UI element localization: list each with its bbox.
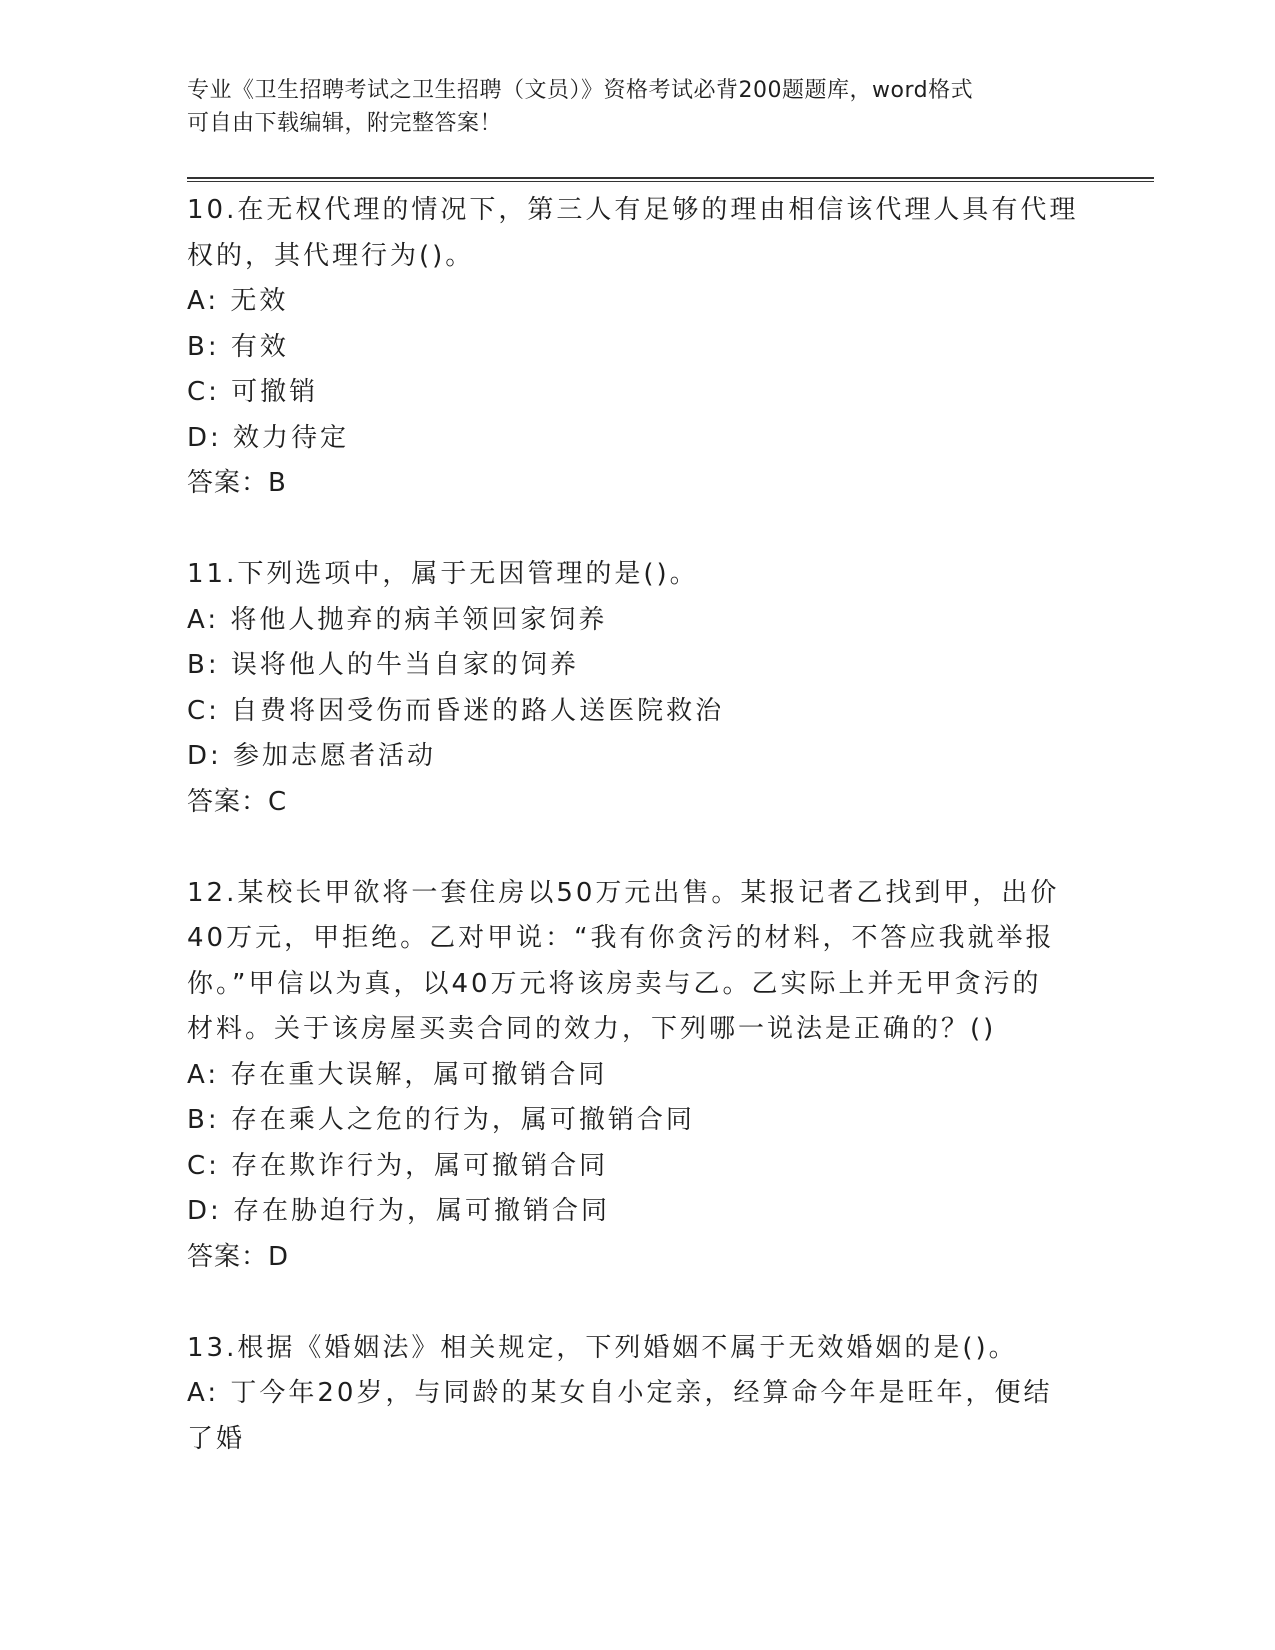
question-spacer <box>187 1280 1087 1326</box>
question-stem-line: 11.下列选项中，属于无因管理的是()。 <box>187 559 699 589</box>
header-line-2: 可自由下载编辑，附完整答案！ <box>187 111 503 136</box>
question-stem-line: 材料。关于该房屋买卖合同的效力，下列哪一说法是正确的？() <box>187 1014 997 1044</box>
document-header <box>187 74 1087 140</box>
question-stem-line: 10.在无权代理的情况下，第三人有足够的理由相信该代理人具有代理 <box>187 195 1079 225</box>
option-d: D: 存在胁迫行为，属可撤销合同 <box>187 1196 611 1226</box>
option-a: A: 无效 <box>187 286 289 316</box>
option-b: B: 有效 <box>187 331 289 362</box>
question-spacer <box>187 507 1087 553</box>
option-c: C: 存在欺诈行为，属可撤销合同 <box>187 1150 609 1181</box>
question-11 <box>187 552 1087 825</box>
option-a: A: 将他人抛弃的病羊领回家饲养 <box>187 604 608 635</box>
option-a: A: 存在重大误解，属可撤销合同 <box>187 1059 608 1090</box>
option-a-continuation: 了婚 <box>187 1423 246 1454</box>
question-stem-line: 13.根据《婚姻法》相关规定，下列婚姻不属于无效婚姻的是()。 <box>187 1332 1018 1363</box>
question-stem-line: 权的，其代理行为()。 <box>187 240 475 271</box>
answer: 答案：D <box>187 1241 290 1272</box>
option-d: D: 效力待定 <box>187 422 350 453</box>
question-stem-line: 12.某校长甲欲将一套住房以50万元出售。某报记者乙找到甲，出价 <box>187 877 1060 908</box>
answer: 答案：B <box>187 468 287 498</box>
option-b: B: 误将他人的牛当自家的饲养 <box>187 650 579 680</box>
answer: 答案：C <box>187 786 288 817</box>
question-10 <box>187 188 1087 507</box>
option-d: D: 参加志愿者活动 <box>187 741 437 771</box>
option-b: B: 存在乘人之危的行为，属可撤销合同 <box>187 1105 695 1135</box>
option-a: A: 丁今年20岁，与同龄的某女自小定亲，经算命今年是旺年，便结 <box>187 1378 1053 1408</box>
question-stem-line: 你。”甲信以为真，以40万元将该房卖与乙。乙实际上并无甲贪污的 <box>187 968 1042 999</box>
header-divider <box>187 177 1154 182</box>
question-stem-line: 40万元，甲拒绝。乙对甲说：“我有你贪污的材料，不答应我就举报 <box>187 923 1055 953</box>
header-line-1: 专业《卫生招聘考试之卫生招聘（文员）》资格考试必背200题题库，word格式 <box>187 78 974 103</box>
question-spacer <box>187 825 1087 871</box>
question-list <box>187 188 1087 1462</box>
option-c: C: 自费将因受伤而昏迷的路人送医院救治 <box>187 695 725 726</box>
option-c: C: 可撤销 <box>187 377 319 407</box>
question-13 <box>187 1326 1087 1463</box>
question-12 <box>187 871 1087 1281</box>
